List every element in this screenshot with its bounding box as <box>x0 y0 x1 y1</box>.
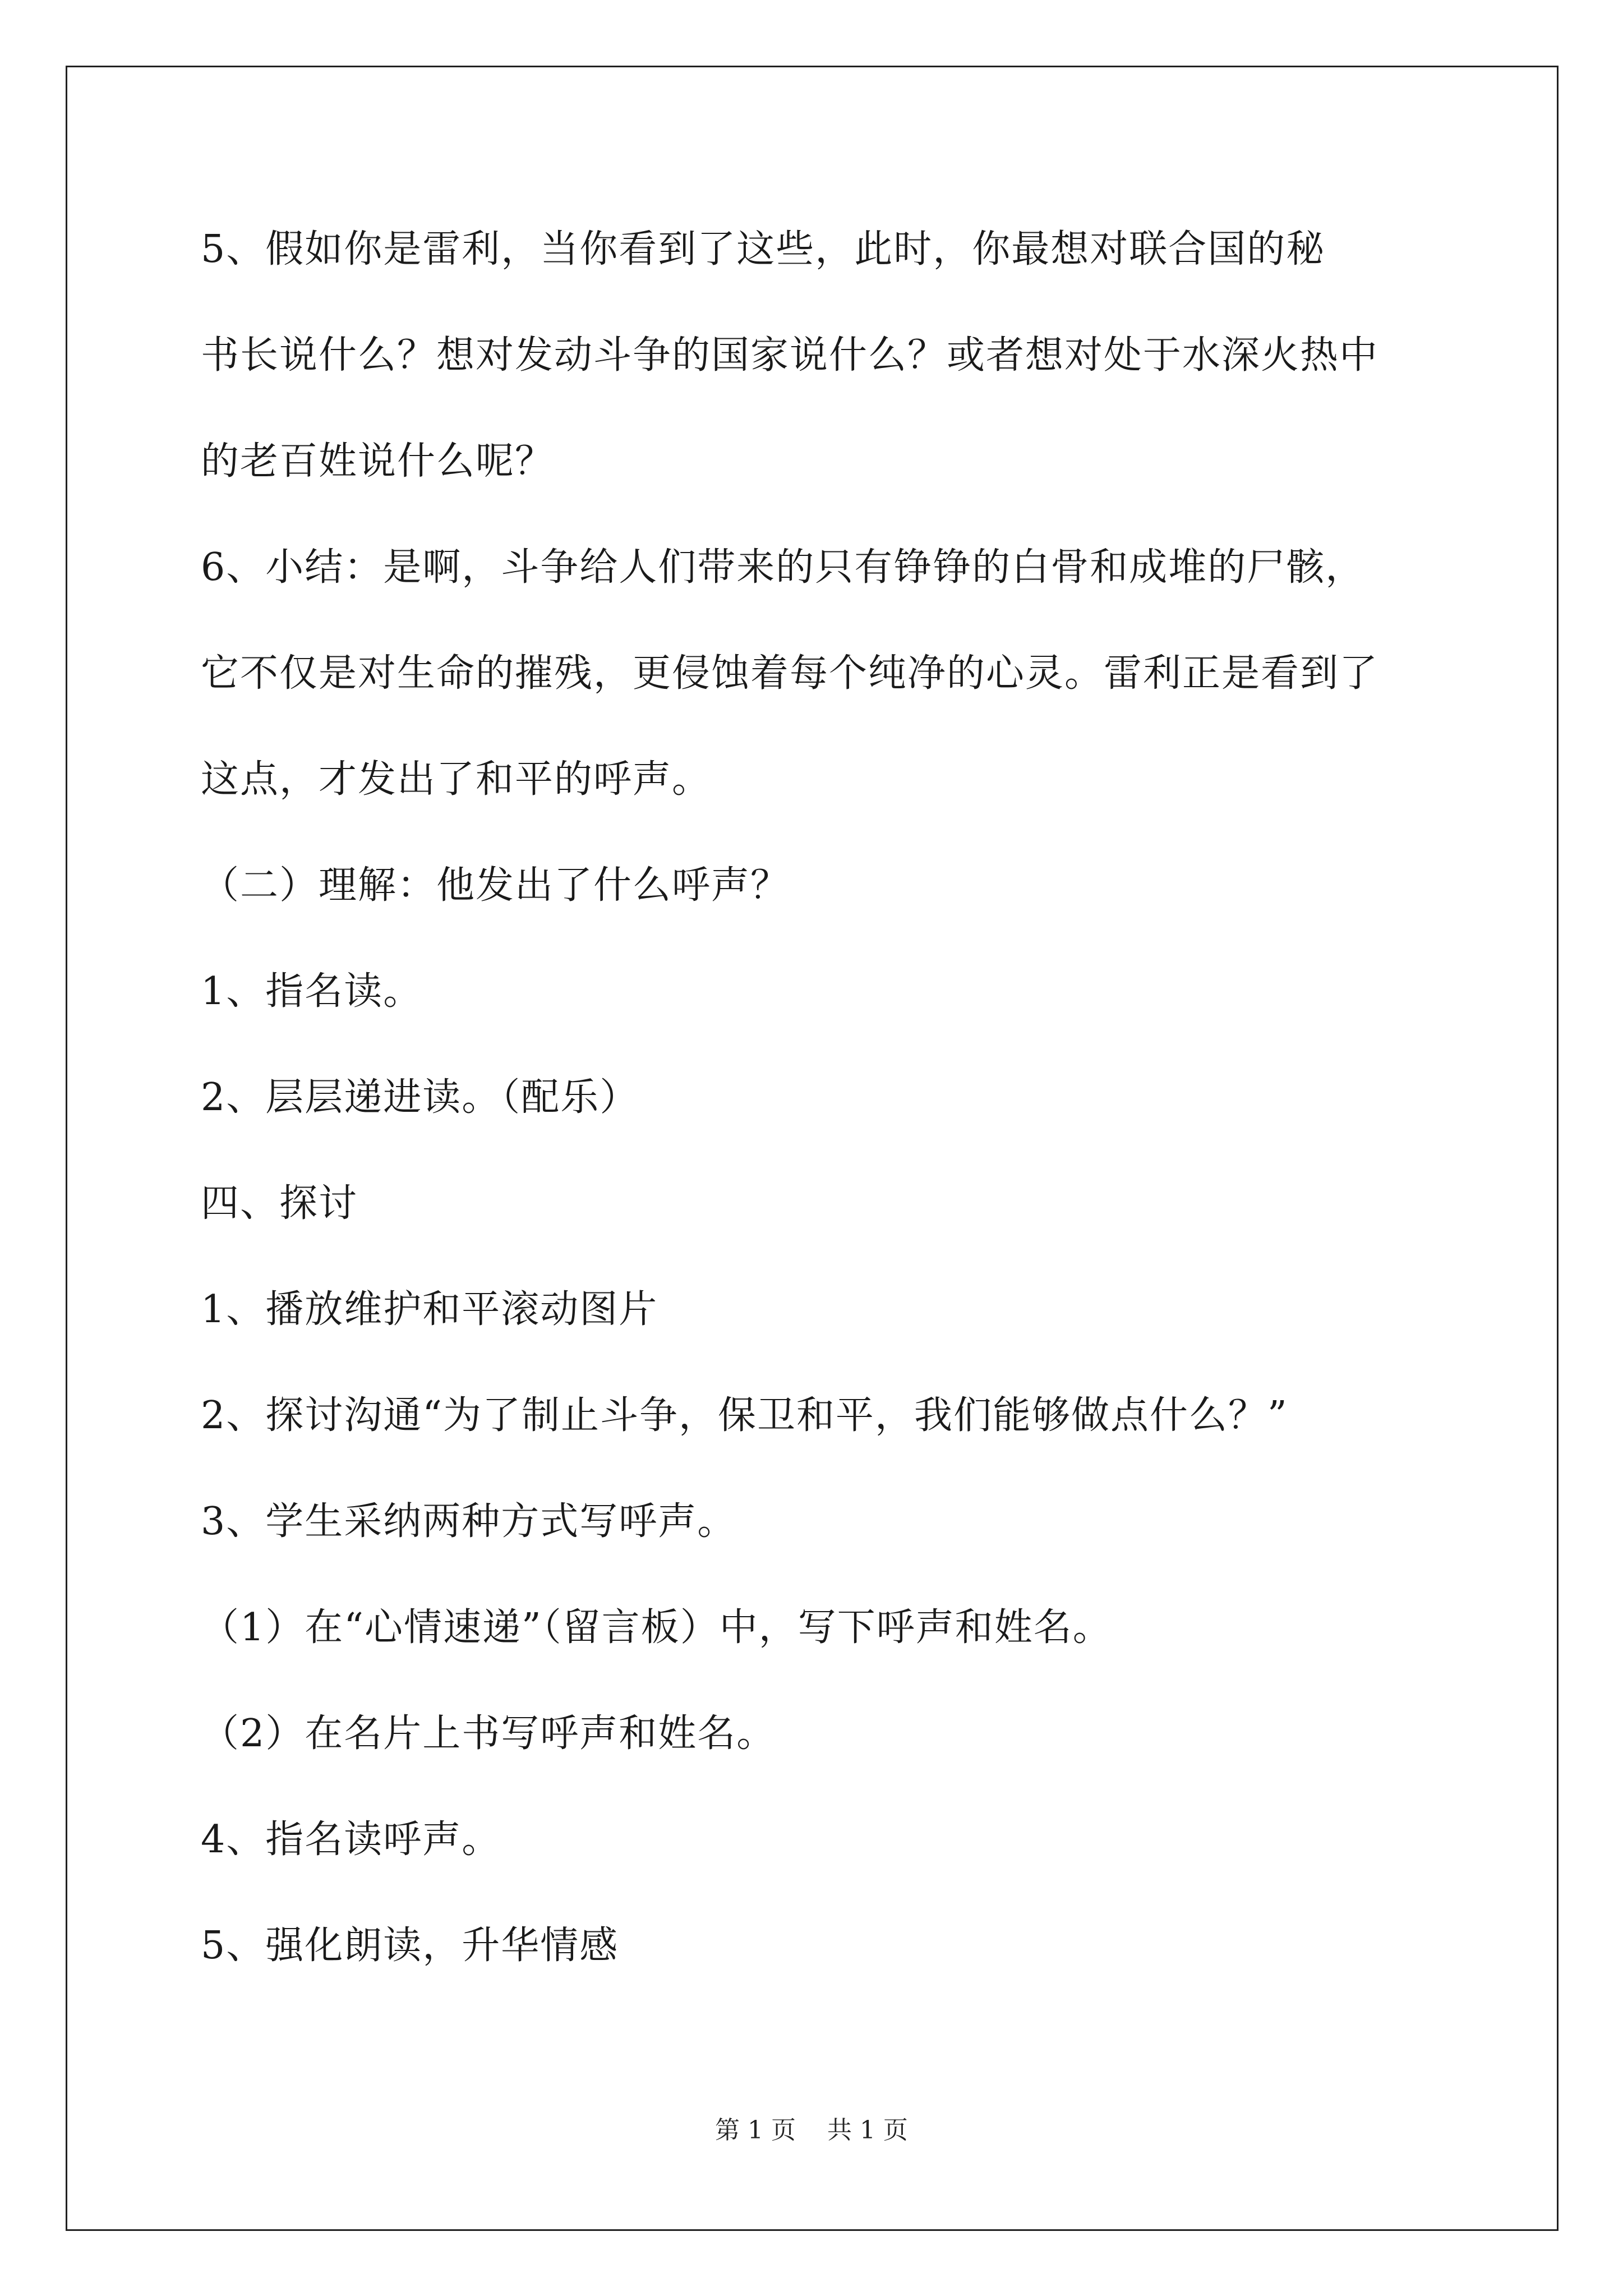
page-footer <box>0 2114 1623 2147</box>
page-number: 第 1 页 共 1 页 <box>715 2116 908 2145</box>
text-line: 书长说什么？想对发动斗争的国家说什么？或者想对处于水深火热中 <box>201 333 1379 378</box>
page-border <box>66 66 1559 2231</box>
text-line: 6、小结：是啊，斗争给人们带来的只有铮铮的白骨和成堆的尸骸， <box>201 545 1365 590</box>
text-line: （2）在名片上书写呼声和姓名。 <box>201 1711 776 1756</box>
text-line: 2、层层递进读。（配乐） <box>201 1075 639 1120</box>
text-line: 这点，才发出了和平的呼声。 <box>201 757 712 802</box>
text-line: （二）理解：他发出了什么呼声？ <box>201 863 790 908</box>
text-line: （1）在“心情速递”（留言板）中，写下呼声和姓名。 <box>201 1605 1112 1650</box>
text-line: 2、探讨沟通“为了制止斗争，保卫和平，我们能够做点什么？” <box>201 1393 1288 1438</box>
section-heading: 四、探讨 <box>201 1181 358 1226</box>
text-line: 5、强化朗读，升华情感 <box>201 1924 619 1968</box>
text-line: 1、播放维护和平滚动图片 <box>201 1287 658 1332</box>
text-line: 4、指名读呼声。 <box>201 1818 501 1862</box>
text-line: 3、学生采纳两种方式写呼声。 <box>201 1499 737 1544</box>
text-line: 它不仅是对生命的摧残，更侵蚀着每个纯净的心灵。雷利正是看到了 <box>201 651 1379 696</box>
text-line: 1、指名读。 <box>201 969 423 1014</box>
text-line: 的老百姓说什么呢？ <box>201 439 555 484</box>
text-line: 5、假如你是雷利，当你看到了这些，此时，你最想对联合国的秘 <box>201 227 1326 272</box>
